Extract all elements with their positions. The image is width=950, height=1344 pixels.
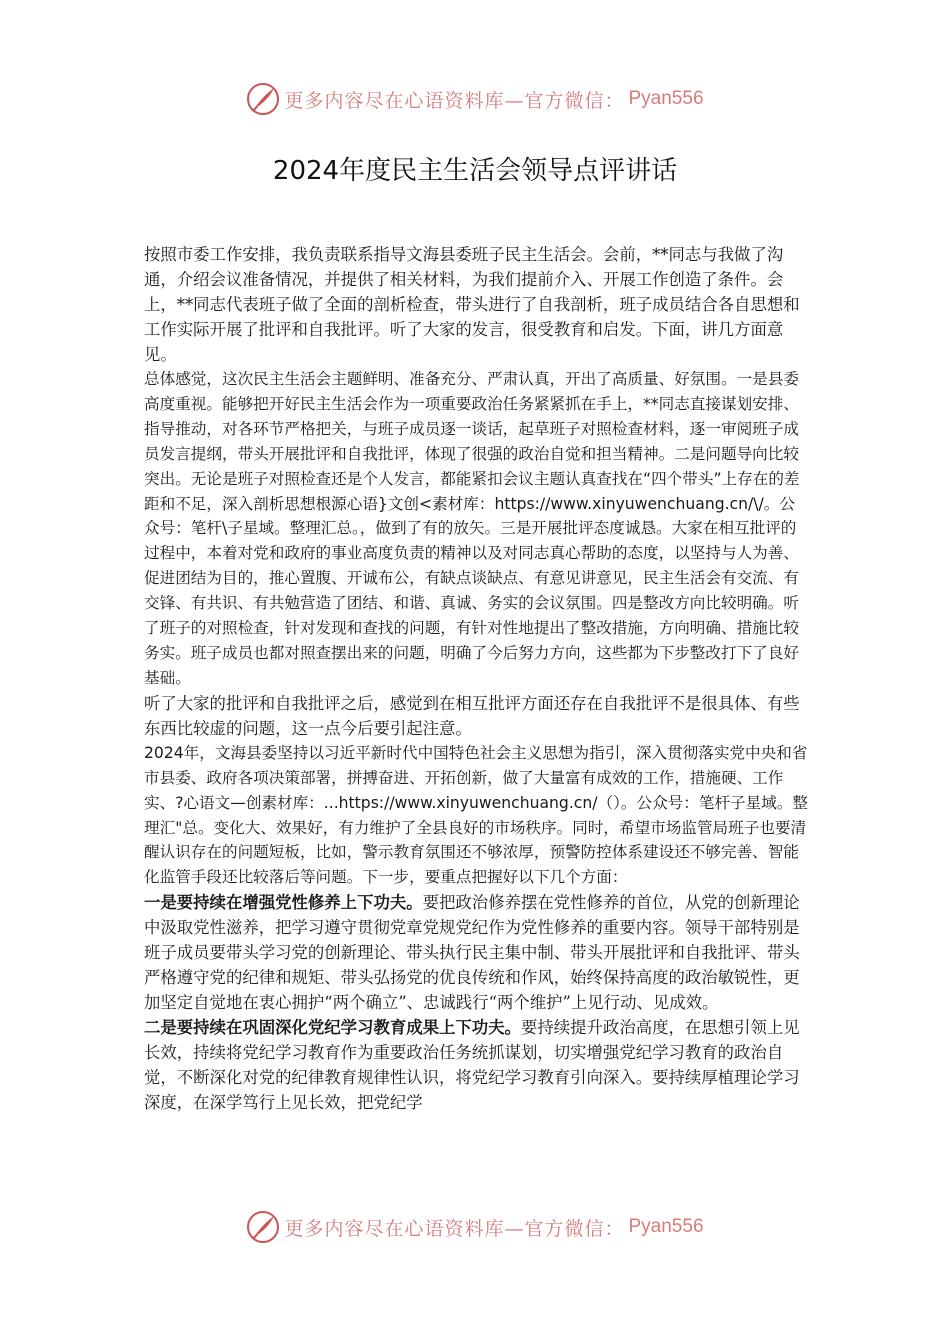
paragraph-point-two: [144, 1015, 808, 1115]
quill-logo-icon: [246, 82, 280, 116]
banner-text: 更多内容尽在心语资料库—官方微信：: [284, 1217, 625, 1240]
document-body: [144, 242, 808, 1115]
point-two-text: 要持续提升政治高度，在思想引领上见长效，持续将党纪学习教育作为重要政治任务统抓谋划，切实增强党纪学习教育的政治自觉，不断深化对党的纪律教育规律性认识，将党纪学习教育引向深入。要持续厚植理论学习深度，在深学笃行上见长效，把党纪学: [144, 1018, 800, 1113]
paragraph-criticism: 听了大家的批评和自我批评之后，感觉到在相互批评方面还存在自我批评不是很具体、有些东西比较虚的问题，这一点今后要引起注意。: [144, 693, 800, 738]
paragraph-point-one: [144, 890, 808, 1015]
point-one-text: 要把政治修养摆在党性修养的首位，从党的创新理论中汲取党性滋养，把学习遵守贯彻党章党规党纪作为党性修养的重要内容。领导干部特别是班子成员要带头学习党的创新理论、带头执行民主集中制、带头开展批评和自我批评、带头严格遵守党的纪律和规矩、带头弘扬党的优良传统和作风，始终保持高度的政治敏锐性，更加坚定自觉地在衷心拥护“两个确立”、忠诚践行“两个维护”上见行动、见成效。: [144, 893, 800, 1013]
quill-logo-icon: [246, 1210, 280, 1244]
header-banner: [0, 82, 950, 122]
point-two-lead: 二是要持续在巩固深化党纪学习教育成果上下功夫。: [144, 1018, 521, 1038]
paragraph-intro: 按照市委工作安排，我负责联系指导文海县委班子民主生活会。会前，**同志与我做了沟通，介绍会议准备情况，并提供了相关材料，为我们提前介入、开展工作创造了条件。会上，**同志代表班子做了全面的剖析检查，带头进行了自我剖析，班子成员结合各自思想和工作实际开展了批评和自我批评。听了大家的发言，很受教育和启发。下面，讲几方面意见。: [144, 245, 800, 364]
banner-wechat-id: Pyan556: [628, 88, 704, 109]
paragraph-2024: 2024年，文海县委坚持以习近平新时代中国特色社会主义思想为指引，深入贯彻落实党中央和省市县委、政府各项决策部署，拼搏奋进、开拓创新，做了大量富有成效的工作，措施硬、工作实、?心语文—创素材库：...https://www.xinyuwenchuang.cn/（）。公众号：笔杆子星域。整理汇"总。变化大、效果好，有力维护了全县良好的市场秩序。同时，希望市场监管局班子也要清醒认识存在的问题短板，比如，警示教育氛围还不够浓厚，预警防控体系建设还不够完善、智能化监管手段还比较落后等问题。下一步，要重点把握好以下几个方面：: [144, 743, 809, 887]
document-title: 2024年度民主生活会领导点评讲话: [272, 156, 678, 186]
paragraph-overall: 总体感觉，这次民主生活会主题鲜明、准备充分、严肃认真，开出了高质量、好氛围。一是县委高度重视。能够把开好民主生活会作为一项重要政治任务紧紧抓在手上，**同志直接谋划安排、指导推动，对各环节严格把关，与班子成员逐一谈话，起草班子对照检查材料，逐一审阅班子成员发言提纲，带头开展批评和自我批评，体现了很强的政治自觉和担当精神。二是问题导向比较突出。无论是班子对照检查还是个人发言，都能紧扣会议主题认真查找在“四个带头”上存在的差距和不足，深入剖析思想根源心语}文创<素材库：https://www.xinyuwenchuang.cn/\/。公众号：笔杆\子星域。整理汇总。，做到了有的放矢。三是开展批评态度诚恳。大家在相互批评的过程中，本着对党和政府的事业高度负责的精神以及对同志真心帮助的态度，以坚持与人为善、促进团结为目的，推心置腹、开诚布公，有缺点谈缺点、有意见讲意见，民主生活会有交流、有交锋、有共识、有共勉营造了团结、和谐、真诚、务实的会议氛围。四是整改方向比较明确。听了班子的对照检查，针对发现和查找的问题，有针对性地提出了整改措施，方向明确、措施比较务实。班子成员也都对照查摆出来的问题，明确了今后努力方向，这些都为下步整改打下了良好基础。: [144, 370, 800, 687]
banner-wechat-id: Pyan556: [628, 1216, 704, 1237]
banner-text: 更多内容尽在心语资料库—官方微信：: [284, 89, 625, 112]
point-one-lead: 一是要持续在增强党性修养上下功夫。: [144, 893, 423, 913]
footer-banner: [0, 1210, 950, 1250]
